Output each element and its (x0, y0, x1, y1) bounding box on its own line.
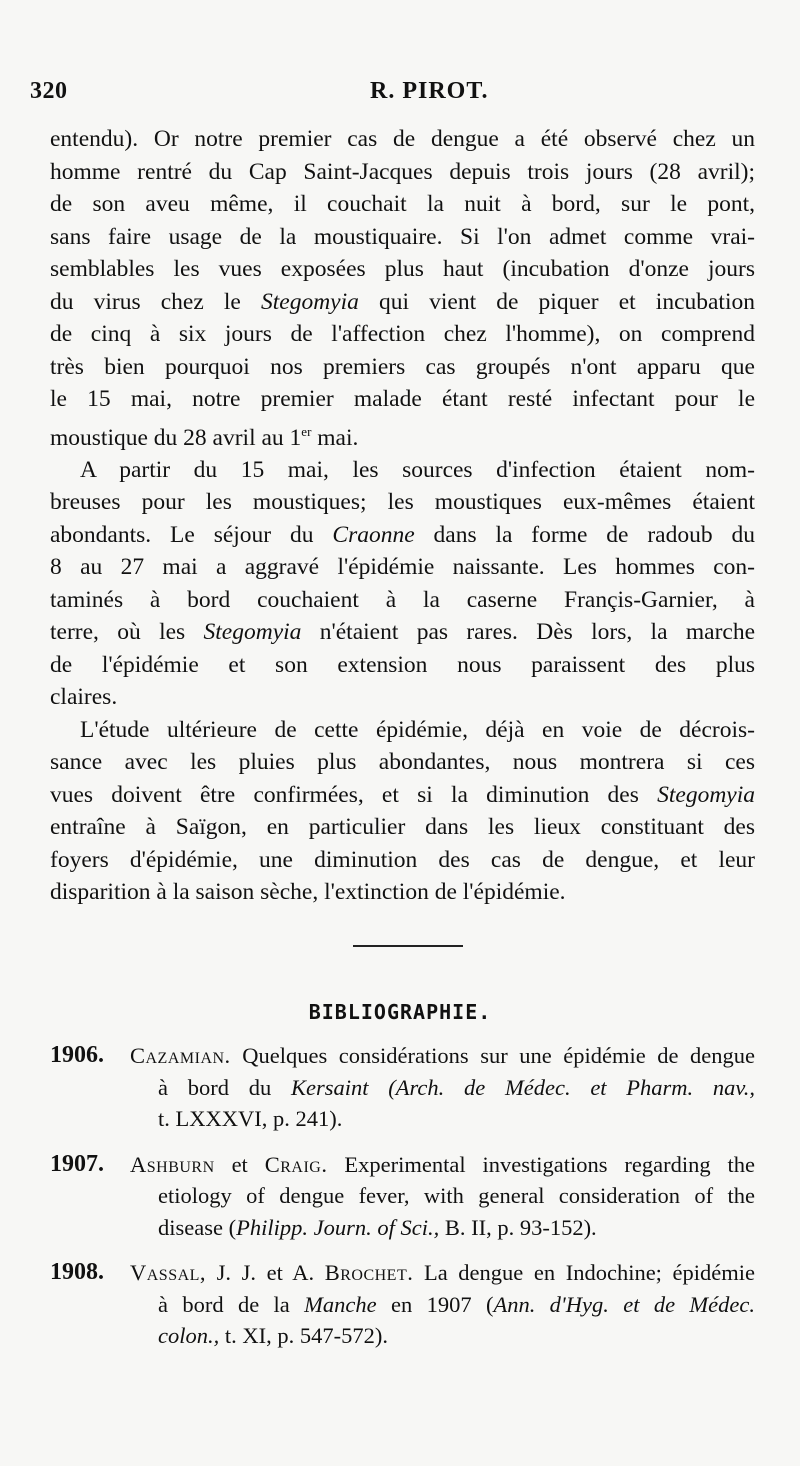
italic-citation: Manche (304, 1291, 377, 1317)
italic-term: Stegomyia (657, 781, 755, 808)
text-segment: Experimental investigations regarding the (327, 1151, 755, 1177)
text-line (130, 1212, 755, 1244)
text-line: claires. (50, 684, 118, 711)
text-line (50, 616, 755, 649)
text-segment: J. J. et A. (206, 1260, 325, 1285)
author-name: Vassal, (130, 1260, 207, 1285)
text-line: très bien pourquoi nos premiers cas groupés n'ont apparu que (50, 353, 755, 380)
superscript: er (301, 423, 312, 439)
text-line: sance avec les pluies plus abondantes, nous montrera si ces (50, 749, 755, 776)
text-segment: du virus chez le (50, 288, 261, 315)
italic-citation: colon., (158, 1323, 220, 1348)
italic-citation: Philipp. Journ. of Sci., (236, 1214, 440, 1240)
text-line (50, 779, 755, 812)
text-segment: disease ( (158, 1214, 237, 1240)
text-segment: en 1907 ( (376, 1291, 494, 1317)
section-divider (353, 945, 463, 947)
text-line (130, 1257, 755, 1289)
text-line (130, 1320, 755, 1352)
text-line: de son aveu même, il couchait la nuit à bord, sur le pont, (50, 191, 755, 217)
italic-term: Stegomyia (260, 288, 359, 315)
bibliography-entry (50, 1040, 755, 1135)
text-line: de cinq à six jours de l'affection chez l'homme), on comprend (50, 321, 755, 347)
page-number: 320 (30, 78, 68, 104)
text-line: taminés à bord couchaient à la caserne Françis-Garnier, à (50, 586, 755, 613)
author-name: Craig. (264, 1151, 328, 1177)
text-line (50, 286, 755, 319)
text-segment: n'étaient pas rares. Dès lors, la marche (301, 619, 755, 646)
text-segment: B. II, p. 93-152). (439, 1214, 597, 1240)
author-name: Brochet. (324, 1260, 414, 1285)
text-line (50, 416, 755, 454)
text-segment: moustique du 28 avril au 1 (50, 424, 302, 451)
text-segment: terre, où les (50, 619, 204, 646)
text-line: L'étude ultérieure de cette épidémie, déjà en voie de décrois- (80, 716, 755, 743)
text-line (50, 519, 755, 552)
italic-term: Craonne (332, 521, 415, 548)
text-line (130, 1149, 755, 1181)
text-line (130, 1040, 755, 1072)
text-segment: La dengue en Indochine; épidémie (413, 1260, 755, 1285)
text-segment: vues doivent être confirmées, et si la diminution des (50, 781, 658, 808)
entry-text (130, 1257, 755, 1352)
text-line: foyers d'épidémie, une diminution des cas de dengue, et leur (50, 846, 755, 873)
paragraph-2 (50, 454, 755, 714)
author-name: Cazamian. (130, 1043, 231, 1068)
text-line: etiology of dengue fever, with general consideration of the (158, 1183, 755, 1208)
entry-text (130, 1040, 755, 1135)
page-header (30, 78, 760, 110)
paragraph-1 (50, 123, 755, 454)
italic-citation: Kersaint (Arch. de Médec. et Pharm. nav., (290, 1074, 755, 1100)
running-head: R. PIROT. (370, 78, 489, 104)
text-segment: et (214, 1151, 265, 1177)
bibliography-list (50, 1040, 755, 1366)
text-line: le 15 mai, notre premier malade étant resté infectant pour le (50, 386, 755, 412)
body-text (50, 123, 755, 909)
italic-term: Stegomyia (203, 619, 302, 646)
text-line: breuses pour les moustiques; les moustiques eux-mêmes étaient (50, 489, 755, 516)
text-line: disparition à la saison sèche, l'extinction de l'épidémie. (50, 879, 566, 906)
entry-year: 1906. (50, 1042, 104, 1068)
entry-text (130, 1149, 755, 1244)
text-segment: à bord de la (158, 1291, 305, 1317)
text-line: entraîne à Saïgon, en particulier dans les lieux constituant des (50, 814, 755, 841)
text-segment: dans la forme de radoub du (414, 521, 755, 548)
text-line: 8 au 27 mai a aggravé l'épidémie naissante. Les hommes con- (50, 554, 755, 581)
text-line: sans faire usage de la moustiquaire. Si l'on admet comme vrai- (50, 223, 755, 250)
entry-year: 1908. (50, 1259, 104, 1285)
bibliography-title: BIBLIOGRAPHIE. (308, 1000, 492, 1024)
italic-citation: Ann. d'Hyg. et de Médec. (493, 1291, 755, 1317)
text-segment: abondants. Le séjour du (50, 521, 333, 548)
text-line: t. LXXXVI, p. 241). (158, 1106, 343, 1131)
text-segment: qui vient de piquer et incubation (358, 288, 755, 315)
text-line (130, 1289, 755, 1321)
bibliography-entry (50, 1149, 755, 1244)
text-line: semblables les vues exposées plus haut (incubation d'onze jours (50, 256, 755, 282)
text-segment: à bord du (158, 1074, 291, 1100)
text-line: homme rentré du Cap Saint-Jacques depuis trois jours (28 avril); (50, 158, 755, 185)
bibliography-entry (50, 1257, 755, 1352)
text-line (130, 1072, 755, 1104)
text-line: entendu). Or notre premier cas de dengue a été observé chez un (50, 126, 755, 152)
text-line: A partir du 15 mai, les sources d'infection étaient nom- (80, 456, 755, 483)
entry-year: 1907. (50, 1150, 104, 1177)
author-name: Ashburn (130, 1151, 215, 1177)
text-line: de l'épidémie et son extension nous paraissent des plus (50, 651, 755, 678)
paragraph-3 (50, 714, 755, 909)
text-segment: mai. (311, 424, 359, 451)
text-segment: Quelques considérations sur une épidémie de dengue (230, 1043, 755, 1068)
text-segment: t. XI, p. 547-572). (219, 1323, 388, 1348)
